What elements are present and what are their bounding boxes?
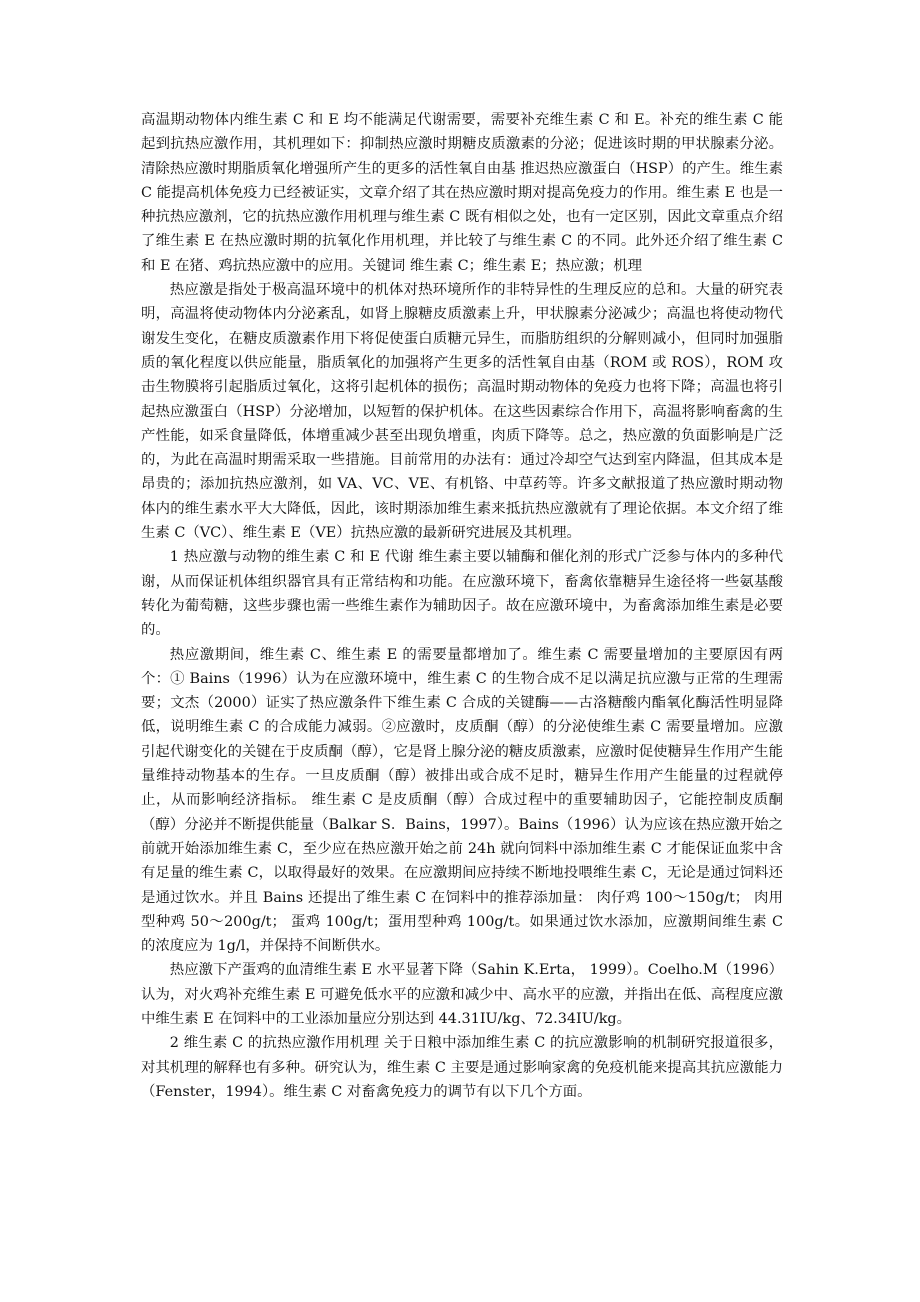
document-body (141, 108, 783, 1104)
abstract-paragraph: 高温期动物体内维生素 C 和 E 均不能满足代谢需要，需要补充维生素 C 和 E。补充的维生素 C 能起到抗热应激作用，其机理如下：抑制热应激时期糖皮质激素的分泌；促进该时期的甲状腺素分泌。清除热应激时期脂质氧化增强所产生的更多的活性氧自由基 推迟热应激蛋白（HSP）的产生。维生素 C 能提高机体免疫力已经被证实，文章介绍了其在热应激时期对提高免疫力的作用。维生素 E 也是一种抗热应激剂，它的抗热应激作用机理与维生素 C 既有相似之处，也有一定区别，因此文章重点介绍了维生素 E 在热应激时期的抗氧化作用机理，并比较了与维生素 C 的不同。此外还介绍了维生素 C 和 E 在猪、鸡抗热应激中的应用。关键词 维生素 C；维生素 E；热应激；机理 (141, 112, 783, 274)
section-1-paragraph: 1 热应激与动物的维生素 C 和 E 代谢 维生素主要以辅酶和催化剂的形式广泛参与体内的多种代谢，从而保证机体组织器官具有正常结构和功能。在应激环境下，畜禽依靠糖异生途径将一些氨基酸转化为葡萄糖，这些步骤也需一些维生素作为辅助因子。故在应激环境中，为畜禽添加维生素是必要的。 (141, 549, 783, 639)
vitamin-c-requirement-paragraph: 热应激期间，维生素 C、维生素 E 的需要量都增加了。维生素 C 需要量增加的主要原因有两个：① Bains（1996）认为在应激环境中，维生素 C 的生物合成不足以满足抗应激与正常的生理需要；文杰（2000）证实了热应激条件下维生素 C 合成的关键酶——古洛糖酸内酯氧化酶活性明显降低，说明维生素 C 的合成能力减弱。②应激时，皮质酮（醇）的分泌使维生素 C 需要量增加。应激引起代谢变化的关键在于皮质酮（醇），它是肾上腺分泌的糖皮质激素，应激时促使糖异生作用产生能量维持动物基本的生存。一旦皮质酮（醇）被排出或合成不足时，糖异生作用产生能量的过程就停止，从而影响经济指标。 维生素 C 是皮质酮（醇）合成过程中的重要辅助因子，它能控制皮质酮（醇）分泌并不断提供能量（Balkar S．Bains，1997）。Bains（1996）认为应该在热应激开始之前就开始添加维生素 C，至少应在热应激开始之前 24h 就向饲料中添加维生素 C 才能保证血浆中含有足量的维生素 C，以取得最好的效果。在应激期间应持续不断地投喂维生素 C，无论是通过饲料还是通过饮水。并且 Bains 还提出了维生素 C 在饲料中的推荐添加量： 肉仔鸡 100～150g/t； 肉用型种鸡 50～200g/t； 蛋鸡 100g/t；蛋用型种鸡 100g/t。如果通过饮水添加，应激期间维生素 C 的浓度应为 1g/l，并保持不间断供水。 (141, 646, 783, 955)
section-2-paragraph: 2 维生素 C 的抗热应激作用机理 关于日粮中添加维生素 C 的抗应激影响的机制研究报道很多，对其机理的解释也有多种。研究认为，维生素 C 主要是通过影响家禽的免疫机能来提高其抗应激能力（Fenster，1994）。维生素 C 对畜禽免疫力的调节有以下几个方面。 (141, 1035, 783, 1100)
vitamin-e-requirement-paragraph: 热应激下产蛋鸡的血清维生素 E 水平显著下降（Sahin K.Erta， 1999）。Coelho.M（1996）认为，对火鸡补充维生素 E 可避免低水平的应激和减少中、高水平的应激，并指出在低、高程度应激中维生素 E 在饲料中的工业添加量应分别达到 44.31IU/kg、72.34IU/kg。 (141, 962, 783, 1027)
intro-paragraph: 热应激是指处于极高温环境中的机体对热环境所作的非特异性的生理反应的总和。大量的研究表明，高温将使动物体内分泌紊乱，如肾上腺糖皮质激素上升，甲状腺素分泌减少；高温也将使动物代谢发生变化，在糖皮质激素作用下将促使蛋白质糖元异生，而脂肪组织的分解则减小，但同时加强脂质的氧化程度以供应能量，脂质氧化的加强将产生更多的活性氧自由基（ROM 或 ROS），ROM 攻击生物膜将引起脂质过氧化，这将引起机体的损伤；高温时期动物体的免疫力也将下降；高温也将引起热应激蛋白（HSP）分泌增加，以短暂的保护机体。在这些因素综合作用下，高温将影响畜禽的生产性能，如采食量降低，体增重减少甚至出现负增重，肉质下降等。总之，热应激的负面影响是广泛的，为此在高温时期需采取一些措施。目前常用的办法有：通过冷却空气达到室内降温，但其成本是昂贵的；添加抗热应激剂，如 VA、VC、VE、有机铬、中草药等。许多文献报道了热应激时期动物体内的维生素水平大大降低，因此，该时期添加维生素来抵抗热应激就有了理论依据。本文介绍了维生素 C（VC）、维生素 E（VE）抗热应激的最新研究进展及其机理。 (141, 282, 783, 542)
